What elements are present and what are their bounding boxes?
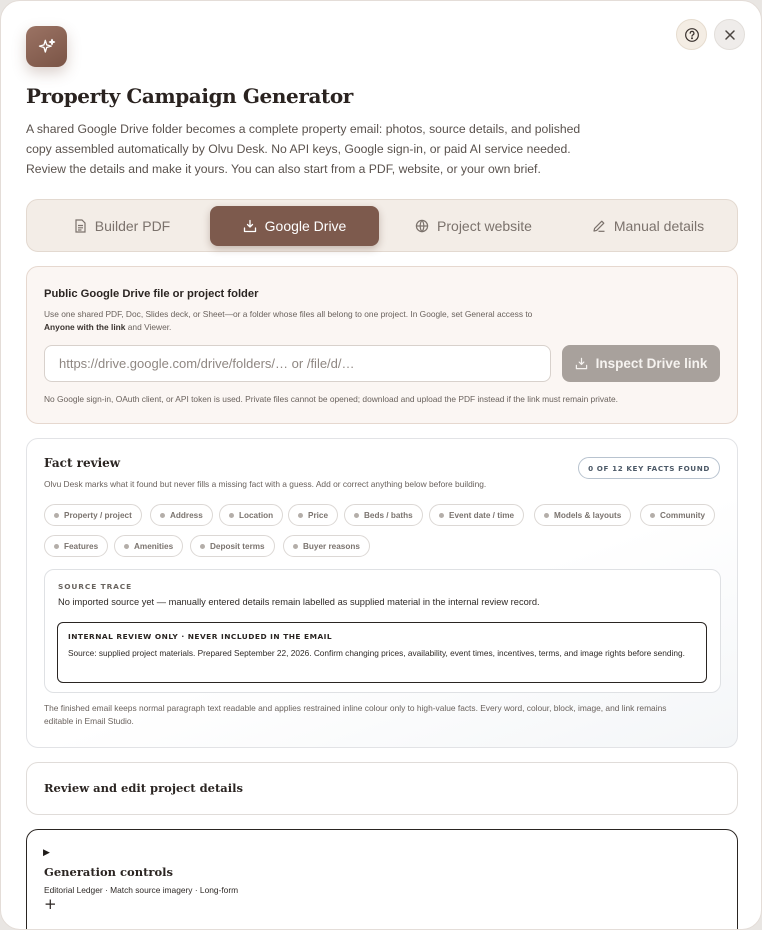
fact-review-subtitle: Olvu Desk marks what it found but never fills a missing fact with a guess. Add or correct anything below before building.: [44, 479, 487, 489]
status-dot: [54, 544, 59, 549]
drive-upload-icon: [243, 219, 257, 233]
status-dot: [650, 513, 655, 518]
chip-label: Price: [308, 510, 329, 520]
question-icon: [684, 27, 700, 43]
tab-label: Google Drive: [264, 218, 347, 234]
status-dot: [160, 513, 165, 518]
page-title: Property Campaign Generator: [26, 84, 353, 108]
document-icon: [74, 219, 87, 233]
intro-line: copy assembled automatically by Olvu Desk. No API keys, Google sign-in, or paid AI service needed.: [26, 142, 571, 156]
chip-label: Deposit terms: [210, 541, 265, 551]
footnote-line: editable in Email Studio.: [44, 716, 134, 726]
generation-controls-section: [26, 829, 738, 930]
fact-chip[interactable]: [534, 504, 631, 526]
generation-summary: Editorial Ledger · Match source imagery · Long-form: [44, 885, 239, 895]
status-dot: [354, 513, 359, 518]
intro-line: A shared Google Drive folder becomes a complete property email: photos, source details, and polished: [26, 122, 581, 136]
fact-chip[interactable]: [219, 504, 283, 526]
fact-chip[interactable]: [114, 535, 183, 557]
tab-google-drive[interactable]: [210, 206, 379, 246]
footnote-line: The finished email keeps normal paragraph text readable and applies restrained inline colour only to high-value facts. Every word, colour, block, image, and link remains: [44, 703, 667, 713]
fact-chip[interactable]: [44, 504, 142, 526]
expand-caret-icon[interactable]: ▶: [43, 848, 50, 858]
source-trace-box: [44, 569, 721, 693]
tab-builder-pdf[interactable]: [37, 206, 207, 246]
download-icon: [575, 357, 588, 370]
tab-label: Project website: [437, 218, 532, 234]
review-details-title: Review and edit project details: [44, 781, 243, 795]
help-button[interactable]: [676, 19, 707, 50]
internal-review-text: Source: supplied project materials. Prepared September 22, 2026. Confirm changing prices, availability, event times, incentives, terms, and image rights before sending.: [68, 648, 685, 658]
fact-chip[interactable]: [640, 504, 715, 526]
generation-controls-title: Generation controls: [44, 865, 173, 879]
chip-label: Features: [64, 541, 99, 551]
drive-help-bold: Anyone with the link: [44, 322, 126, 332]
chip-label: Property / project: [64, 510, 132, 520]
status-dot: [298, 513, 303, 518]
inspect-drive-button[interactable]: [562, 345, 720, 382]
chip-label: Location: [239, 510, 274, 520]
fact-review-footnote: [44, 702, 724, 728]
fact-chip[interactable]: [429, 504, 524, 526]
fact-chip[interactable]: [44, 535, 108, 557]
tab-manual-details[interactable]: [567, 206, 729, 246]
close-icon: [724, 29, 736, 41]
drive-link-panel: [26, 266, 738, 424]
chip-label: Community: [660, 510, 706, 520]
inspect-drive-label: Inspect Drive link: [595, 356, 708, 371]
status-dot: [439, 513, 444, 518]
chip-label: Beds / baths: [364, 510, 413, 520]
drive-heading: Public Google Drive file or project folder: [44, 288, 259, 300]
intro-text: [26, 119, 616, 179]
status-dot: [124, 544, 129, 549]
plus-icon[interactable]: +: [44, 895, 57, 913]
drive-help-suffix: and Viewer.: [125, 322, 172, 332]
chip-label: Event date / time: [449, 510, 515, 520]
close-button[interactable]: [714, 19, 745, 50]
source-trace-text: No imported source yet — manually entered details remain labelled as supplied material in the internal review record.: [58, 597, 540, 607]
source-tabs: [26, 199, 738, 252]
fact-chip[interactable]: [283, 535, 370, 557]
review-details-section[interactable]: [26, 762, 738, 815]
status-dot: [293, 544, 298, 549]
chip-label: Models & layouts: [554, 510, 622, 520]
internal-review-title: INTERNAL REVIEW ONLY · NEVER INCLUDED IN THE EMAIL: [68, 632, 333, 641]
globe-icon: [415, 219, 429, 233]
drive-footnote: No Google sign-in, OAuth client, or API token is used. Private files cannot be opened; download and upload the PDF instead if the link must remain private.: [44, 394, 619, 404]
fact-chip[interactable]: [150, 504, 213, 526]
fact-chip[interactable]: [190, 535, 275, 557]
fact-review-panel: [26, 438, 738, 748]
status-dot: [229, 513, 234, 518]
drive-help-prefix: Use one shared PDF, Doc, Slides deck, or Sheet—or a folder whose files all belong to one project. In Google, set General access to: [44, 309, 533, 319]
chip-label: Buyer reasons: [303, 541, 360, 551]
tab-label: Builder PDF: [94, 218, 171, 234]
drive-url-input[interactable]: [44, 345, 551, 382]
pencil-icon: [592, 219, 606, 233]
facts-found-badge: 0 OF 12 KEY FACTS FOUND: [578, 457, 720, 479]
fact-review-title: Fact review: [44, 456, 121, 470]
status-dot: [544, 513, 549, 518]
intro-line: Review the details and make it yours. You can also start from a PDF, website, or your own brief.: [26, 162, 541, 176]
sparkle-icon: [26, 26, 67, 67]
chip-label: Address: [170, 510, 203, 520]
status-dot: [54, 513, 59, 518]
tab-project-website[interactable]: [391, 206, 556, 246]
tab-label: Manual details: [613, 218, 705, 234]
fact-chip[interactable]: [344, 504, 423, 526]
source-trace-label: SOURCE TRACE: [58, 582, 133, 591]
fact-chip[interactable]: [288, 504, 338, 526]
chip-label: Amenities: [134, 541, 174, 551]
status-dot: [200, 544, 205, 549]
internal-review-box: [57, 622, 707, 683]
drive-help-text: [44, 308, 584, 334]
